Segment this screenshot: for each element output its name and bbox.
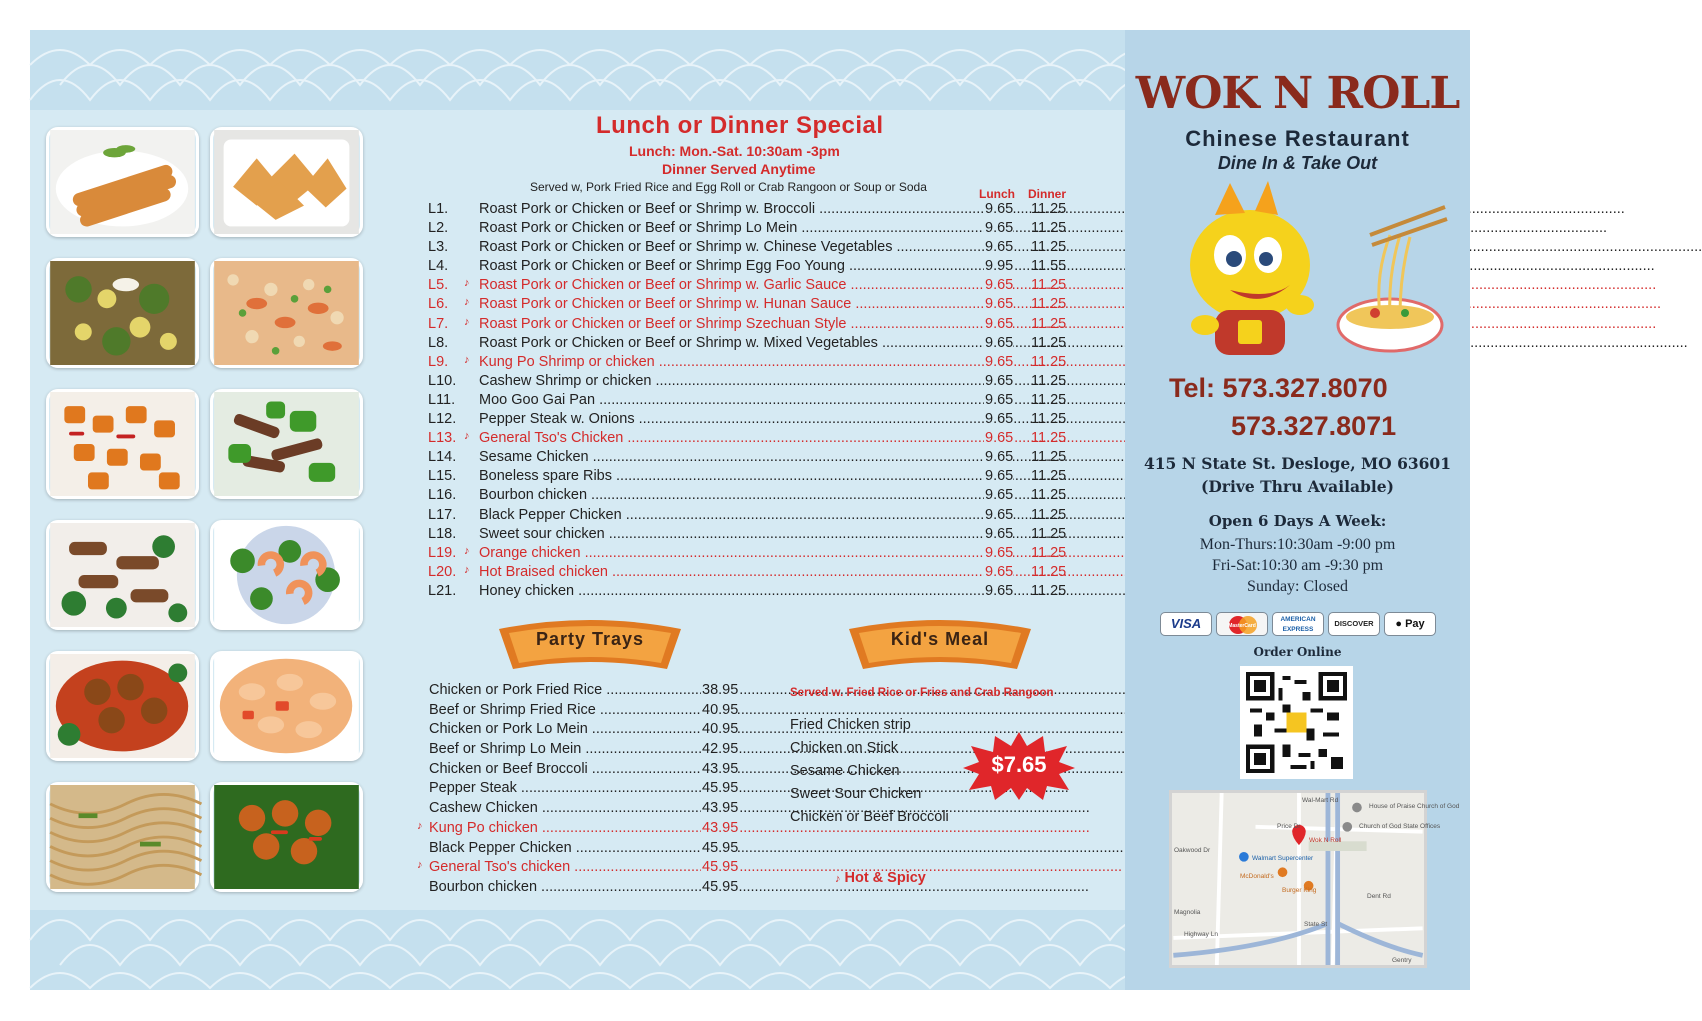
mastercard-icon [1216,612,1268,636]
dinner-column-header: Dinner [1028,187,1067,201]
chili-pepper-icon: ♪ [417,819,423,832]
dinner-price: 11.25 [1031,277,1067,294]
item-name: Hot Braised chicken ..... [479,564,985,580]
item-name: Roast Pork or Chicken or Beef or Shrimp Lo Mein ..... [479,220,985,236]
dinner-price: 11.25 [1031,544,1067,561]
tray-name: Kung Po chicken ..... [429,820,703,836]
tray-price: 45.95 [702,780,739,797]
opening-hours [1125,534,1470,597]
map-label: State St [1304,921,1328,928]
chili-pepper-icon: ♪ [464,277,470,290]
special-menu-item [428,487,1078,506]
item-code: L17. [428,506,457,523]
item-name: Kung Po Shrimp or chicken ..... [479,354,985,370]
dinner-price: 11.25 [1031,411,1067,428]
tray-price: 43.95 [702,819,739,836]
special-menu-item [428,583,1078,602]
dinner-price: 11.25 [1031,468,1067,485]
map-label: Magnolia [1174,909,1201,916]
item-name: Sesame Chicken ..... [479,449,985,465]
tray-name: Chicken or Pork Fried Rice ..... [429,682,703,698]
tray-price: 40.95 [702,721,739,738]
lunch-hours: Lunch: Mon.-Sat. 10:30am -3pm [629,143,840,159]
kids-meal-note: Served w. Fried Rice or Fries and Crab Rangoon [790,687,1054,699]
item-code: L5. [428,277,449,294]
item-code: L2. [428,220,449,237]
special-menu-item [428,296,1078,315]
visa-label: VISA [1170,616,1202,631]
tray-price: 45.95 [702,839,739,856]
fried-rice-photo [210,258,363,368]
dinner-price: 11.25 [1031,201,1067,217]
lunch-price: 9.65 [985,296,1014,313]
map-label: Church of God State Offices [1359,823,1441,830]
tray-price: 40.95 [702,701,739,718]
tray-name: Black Pepper Chicken ..... [429,840,703,856]
menu-inside-panel [30,30,1125,990]
map-label: Highway Ln [1184,931,1218,938]
kids-meal-banner [845,615,1035,671]
special-menu-item [428,526,1078,545]
egg-rolls-photo [46,127,199,237]
order-online-qr-code[interactable] [1240,666,1353,779]
item-name: Roast Pork or Chicken or Beef or Shrimp Szechuan Style ..... [479,316,985,332]
lunch-price: 9.65 [985,563,1014,580]
item-code: L6. [428,296,449,313]
hours-line: Sunday: Closed [1247,578,1348,595]
wave-pattern-bottom [30,910,1125,990]
special-menu-item [428,373,1078,392]
hot-spicy-label: Hot & Spicy [844,870,926,886]
special-menu-item [428,277,1078,296]
sesame-chicken-photo [46,651,199,761]
tray-price: 43.95 [702,760,739,777]
tray-price: 45.95 [702,878,739,895]
lunch-price: 9.65 [985,315,1014,332]
item-name: Roast Pork or Chicken or Beef or Shrimp w. Mixed Vegetables ..... [479,335,985,351]
kids-meal-item: Chicken on Stick [790,740,898,756]
lunch-price: 9.65 [985,582,1014,599]
item-code: L4. [428,258,449,275]
dinner-price: 11.25 [1031,334,1067,351]
dinner-price: 11.25 [1031,372,1067,389]
kids-meal-title: Kid's Meal [890,629,990,649]
special-menu-item [428,258,1078,277]
chili-pepper-icon: ♪ [417,859,423,872]
dinner-price: 11.25 [1031,430,1067,447]
lunch-price: 9.65 [985,449,1014,466]
special-menu-item [428,564,1078,583]
drive-thru-note: (Drive Thru Available) [1201,477,1394,496]
kids-meal-item: Fried Chicken strip [790,717,911,733]
chili-pepper-icon: ♪ [464,544,470,557]
lunch-column-header: Lunch [979,187,1015,201]
tray-name: Beef or Shrimp Fried Rice ..... [429,702,703,718]
crab-rangoon-photo [210,127,363,237]
tray-name: General Tso's chicken ..... [429,859,703,875]
map-label: Wok N Roll [1309,837,1342,844]
map-label: Oakwood Dr [1174,847,1211,854]
item-name: Roast Pork or Chicken or Beef or Shrimp w. Garlic Sauce ..... [479,277,985,293]
dragon-mascot-illustration [1160,175,1450,370]
visa-card-icon [1160,612,1212,636]
special-menu-item [428,316,1078,335]
tray-price: 38.95 [702,682,739,698]
item-name: Bourbon chicken ..... [479,487,985,503]
dinner-price: 11.25 [1031,353,1067,370]
lunch-price: 9.65 [985,372,1014,389]
map-label: Wal-Mart Rd [1302,797,1339,804]
kids-price: $7.65 [991,752,1047,777]
item-name: Sweet sour chicken ..... [479,526,985,542]
kids-price-burst [963,732,1075,800]
item-code: L20. [428,563,457,580]
amex-label: AMERICAN EXPRESS [1280,616,1316,633]
dinner-price: 11.25 [1031,563,1067,580]
item-name: Honey chicken ..... [479,583,985,599]
item-code: L10. [428,372,457,389]
lunch-price: 9.65 [985,277,1014,294]
party-tray-item [417,859,745,879]
location-map[interactable] [1169,790,1460,968]
kung-po-chicken-photo [46,389,199,499]
special-menu-item [428,220,1078,239]
party-tray-item [429,780,745,800]
item-code: L8. [428,334,449,351]
amex-card-icon [1272,612,1324,636]
dinner-price: 11.25 [1031,296,1067,313]
item-code: L19. [428,544,457,561]
item-code: L13. [428,430,457,447]
party-tray-item [429,702,745,722]
item-name: Cashew Shrimp or chicken ..... [479,373,985,389]
discover-label: DISCOVER [1334,619,1374,628]
dinner-price: 11.25 [1031,239,1067,256]
lo-mein-photo [46,782,199,892]
menu-sheet [30,30,1470,990]
special-menu-item [428,545,1078,564]
dinner-hours: Dinner Served Anytime [662,161,816,177]
special-title: Lunch or Dinner Special [596,112,884,139]
special-menu-item [428,468,1078,487]
party-tray-item [429,879,745,899]
chicken-vegetables-photo [46,258,199,368]
chili-pepper-icon: ♪ [464,296,470,309]
map-label: Walmart Supercenter [1252,855,1314,862]
item-code: L14. [428,449,457,466]
party-tray-item [429,840,745,860]
lunch-price: 9.95 [985,258,1014,275]
item-code: L7. [428,315,449,332]
restaurant-info-panel [1125,30,1470,990]
map-label: Price Dr [1277,823,1301,830]
discover-card-icon [1328,612,1380,636]
item-name: Moo Goo Gai Pan ..... [479,392,985,408]
item-code: L21. [428,582,457,599]
item-code: L1. [428,201,449,217]
party-tray-item [429,761,745,781]
apple-pay-icon: ● Pay [1384,612,1436,636]
kids-meal-list [790,717,949,832]
special-menu-item [428,335,1078,354]
lunch-price: 9.65 [985,334,1014,351]
telephone-primary[interactable]: Tel: 573.327.8070 [1169,373,1388,403]
tray-name: Cashew Chicken ..... [429,800,703,816]
pepper-steak-photo [210,389,363,499]
dinner-price: 11.25 [1031,525,1067,542]
tray-name: Chicken or Pork Lo Mein ..... [429,721,703,737]
map-label: Gentry [1392,957,1412,964]
hours-line: Mon-Thurs:10:30am -9:00 pm [1199,536,1396,553]
party-tray-item [417,819,745,840]
restaurant-subtitle: Chinese Restaurant [1185,126,1410,151]
lunch-price: 9.65 [985,239,1014,256]
shrimp-broccoli-photo [210,520,363,630]
item-code: L11. [428,391,456,408]
lunch-price: 9.65 [985,201,1014,217]
general-tso-chicken-photo [210,782,363,892]
wave-pattern-top [30,30,1125,110]
item-name: Roast Pork or Chicken or Beef or Shrimp w. Chinese Vegetables ..... [479,239,985,255]
item-name: Pepper Steak w. Onions ..... [479,411,985,427]
hot-spicy-legend [835,870,926,886]
item-code: L9. [428,353,449,370]
restaurant-name: WOK N ROLL [1135,68,1460,119]
item-name: Roast Pork or Chicken or Beef or Shrimp w. Broccoli ..... [479,201,985,217]
lunch-price: 9.65 [985,220,1014,237]
lunch-price: 9.65 [985,391,1014,408]
served-with-note: Served w, Pork Fried Rice and Egg Roll or Crab Rangoon or Soup or Soda [530,180,927,194]
tray-price: 45.95 [702,859,739,876]
tray-price: 43.95 [702,800,739,817]
lunch-price: 9.65 [985,487,1014,504]
special-menu-item [428,430,1078,449]
lunch-price: 9.65 [985,506,1014,523]
special-menu-list [428,201,1078,602]
special-menu-item [428,239,1078,258]
telephone-secondary[interactable]: 573.327.8071 [1231,411,1397,441]
restaurant-service: Dine In & Take Out [1217,153,1378,173]
dinner-price: 11.55 [1031,258,1067,275]
item-name: Black Pepper Chicken ..... [479,507,985,523]
item-code: L16. [428,487,457,504]
map-label: House of Praise Church of God [1369,803,1460,810]
payment-methods [1160,612,1435,636]
item-name: Orange chicken ..... [479,545,985,561]
kids-meal-item: Sweet Sour Chicken [790,786,922,802]
party-tray-item [429,800,745,820]
tray-name: Pepper Steak ..... [429,780,703,796]
party-trays-list [417,682,745,899]
lunch-price: 9.65 [985,411,1014,428]
hours-line: Fri-Sat:10:30 am -9:30 pm [1211,557,1384,574]
map-label: McDonald's [1240,873,1274,880]
special-menu-item [428,201,1078,220]
tray-price: 42.95 [702,741,739,758]
special-menu-item [428,411,1078,430]
special-menu-item [428,392,1078,411]
lunch-price: 9.65 [985,353,1014,370]
party-tray-item [429,682,745,702]
tray-name: Beef or Shrimp Lo Mein ..... [429,741,703,757]
chili-pepper-icon: ♪ [464,563,470,576]
party-tray-item [429,721,745,741]
map-label: Dent Rd [1367,893,1391,900]
beef-broccoli-photo [46,520,199,630]
item-name: Roast Pork or Chicken or Beef or Shrimp w. Hunan Sauce ..... [479,296,985,312]
dinner-price: 11.25 [1031,582,1067,599]
party-trays-banner [495,615,685,671]
dinner-price: 11.25 [1031,449,1067,466]
lunch-price: 9.65 [985,525,1014,542]
dinner-price: 11.25 [1031,220,1067,237]
order-online-label: Order Online [1253,645,1342,659]
kids-meal-item: Chicken or Beef Broccoli [790,809,949,825]
special-menu-item [428,354,1078,373]
dinner-price: 11.25 [1031,506,1067,523]
dinner-price: 11.25 [1031,391,1067,408]
item-name: Boneless spare Ribs ..... [479,468,985,484]
chili-pepper-icon: ♪ [464,315,470,328]
dinner-price: 11.25 [1031,315,1067,332]
tray-name: Bourbon chicken ..... [429,879,703,895]
item-code: L15. [428,468,457,485]
lunch-price: 9.65 [985,544,1014,561]
item-name: General Tso's Chicken ..... [479,430,985,446]
party-trays-title: Party Trays [535,629,645,649]
chili-pepper-icon: ♪ [464,430,470,443]
item-code: L3. [428,239,449,256]
tray-name: Chicken or Beef Broccoli ..... [429,761,703,777]
chili-pepper-icon: ♪ [464,353,470,366]
apple-pay-label: Pay [1405,618,1425,630]
map-label: Burger King [1282,887,1317,894]
item-name: Roast Pork or Chicken or Beef or Shrimp Egg Foo Young ..... [479,258,985,274]
dinner-price: 11.25 [1031,487,1067,504]
lunch-price: 9.65 [985,468,1014,485]
mastercard-label: MasterCard [1228,623,1256,629]
lunch-price: 9.65 [985,430,1014,447]
address: 415 N State St. Desloge, MO 63601 [1143,454,1451,473]
party-tray-item [429,741,745,761]
sweet-sour-shrimp-photo [210,651,363,761]
special-menu-item [428,449,1078,468]
item-code: L12. [428,411,457,428]
chili-pepper-icon: ♪ [835,873,841,885]
item-code: L18. [428,525,457,542]
kids-meal-item: Sesame Chicken [790,763,900,779]
open-days-title: Open 6 Days A Week: [1208,512,1387,530]
special-menu-item [428,507,1078,526]
